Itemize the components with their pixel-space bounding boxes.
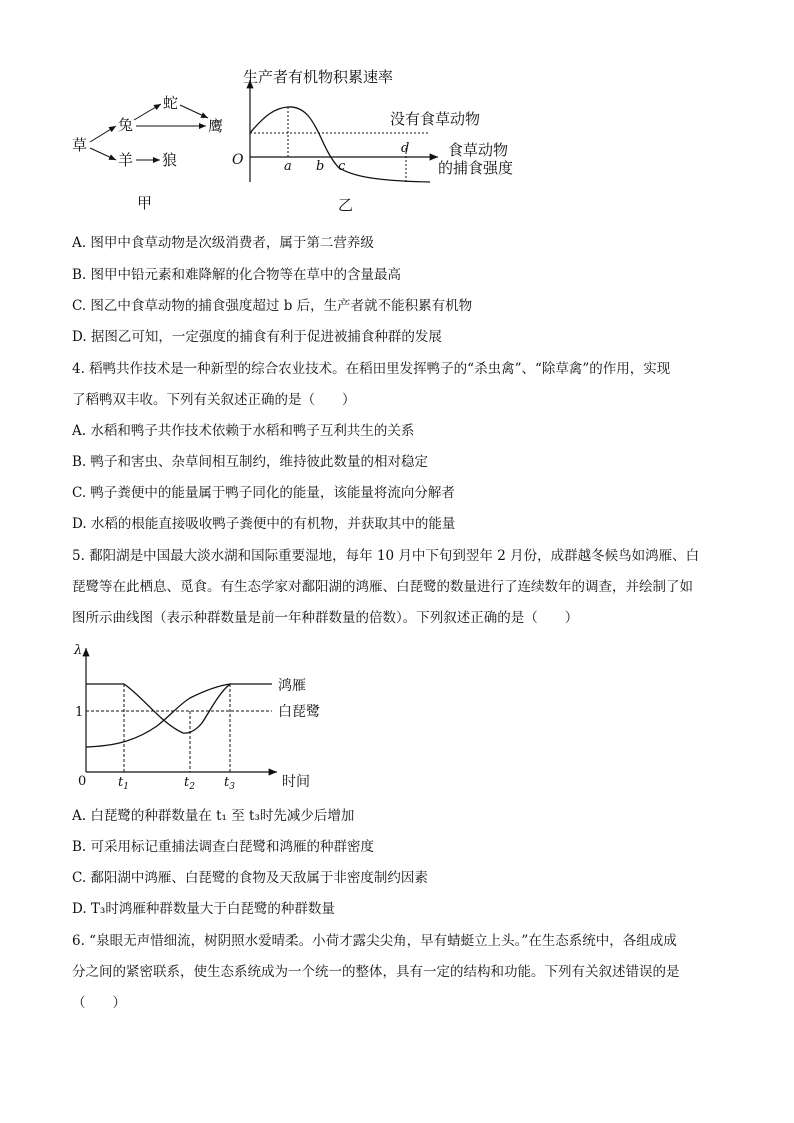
x-axis-label: 时间 xyxy=(282,774,310,790)
curve-hongyan xyxy=(86,684,272,733)
q3-option-d: D. 据图乙可知，一定强度的捕食有利于促进被捕食种群的发展 xyxy=(72,329,442,345)
figure-lambda-curve xyxy=(72,640,352,790)
caption-yi: 乙 xyxy=(338,196,354,214)
q3-option-a: A. 图甲中食草动物是次级消费者，属于第二营养级 xyxy=(72,235,374,251)
q4-stem-line1: 4. 稻鸭共作技术是一种新型的综合农业技术。在稻田里发挥鸭子的“杀虫禽”、“除草禽”的作用，实现 xyxy=(72,361,671,377)
q6-stem-line3: （ ） xyxy=(72,995,126,1011)
q5-option-c: C. 鄱阳湖中鸿雁、白琵鹭的食物及天敌属于非密度制约因素 xyxy=(72,870,428,886)
tick-a: a xyxy=(284,159,292,174)
q5-option-d: D. T₃时鸿雁种群数量大于白琵鹭的种群数量 xyxy=(72,901,335,917)
q4-stem-line2: 了稻鸭双丰收。下列有关叙述正确的是（ ） xyxy=(72,392,356,408)
x-tick-t1: $t_1$ xyxy=(118,775,129,790)
arrow-snake-eagle xyxy=(180,105,208,118)
q5-stem-line3: 图所示曲线图（表示种群数量是前一年种群数量的倍数）。下列叙述正确的是（ ） xyxy=(72,610,579,626)
q3-option-c: C. 图乙中食草动物的捕食强度超过 b 后，生产者就不能积累有机物 xyxy=(72,298,473,314)
arrow-grass-rabbit xyxy=(90,126,116,142)
reference-label: 没有食草动物 xyxy=(390,110,481,128)
food-web-jia xyxy=(72,94,223,212)
node-sheep: 羊 xyxy=(118,151,134,169)
node-rabbit: 兔 xyxy=(118,116,134,134)
q5-stem-line1: 5. 鄱阳湖是中国最大淡水湖和国际重要湿地，每年 10 月中下旬到翌年 2 月份，成群越冬候鸟如鸿雁、白 xyxy=(72,548,700,564)
node-snake: 蛇 xyxy=(163,94,179,112)
node-wolf: 狼 xyxy=(162,151,178,169)
graph-yi xyxy=(232,68,513,214)
series-label-hongyan: 鸿雁 xyxy=(278,678,306,694)
q6-stem-line2: 分之间的紧密联系，使生态系统成为一个统一的整体，具有一定的结构和功能。下列有关叙述错误的是 xyxy=(72,964,680,980)
q4-option-d: D. 水稻的根能直接吸收鸭子粪便中的有机物，并获取其中的能量 xyxy=(72,516,456,532)
arrow-rabbit-snake xyxy=(134,104,161,120)
x-tick-t2: $t_2$ xyxy=(184,775,195,790)
origin-label: 0 xyxy=(78,774,87,789)
y-axis-label: λ xyxy=(74,643,83,658)
x-tick-t3: $t_3$ xyxy=(224,775,235,790)
node-eagle: 鹰 xyxy=(208,117,224,135)
y-tick-1: 1 xyxy=(75,705,84,720)
x-axis-label-line2: 的捕食强度 xyxy=(438,159,514,177)
q4-option-a: A. 水稻和鸭子共作技术依赖于水稻和鸭子互利共生的关系 xyxy=(72,423,415,439)
caption-jia: 甲 xyxy=(137,194,153,212)
q6-stem-line1: 6. “泉眼无声惜细流，树阴照水爱晴柔。小荷才露尖尖角，早有蜻蜓立上头。”在生态系统中，各组成成 xyxy=(72,933,677,949)
figure-food-web-and-graph xyxy=(60,60,540,220)
tick-c: c xyxy=(338,159,346,174)
origin-label: O xyxy=(232,152,244,168)
tick-d: d xyxy=(401,141,410,156)
q5-option-a: A. 白琵鹭的种群数量在 t₁ 至 t₃时先减少后增加 xyxy=(72,808,355,824)
arrow-grass-sheep xyxy=(90,148,116,160)
q4-option-c: C. 鸭子粪便中的能量属于鸭子同化的能量，该能量将流向分解者 xyxy=(72,485,455,501)
q5-option-b: B. 可采用标记重捕法调查白琵鹭和鸿雁的种群密度 xyxy=(72,839,375,855)
q4-option-b: B. 鸭子和害虫、杂草间相互制约，维持彼此数量的相对稳定 xyxy=(72,454,429,470)
tick-b: b xyxy=(316,159,325,174)
q5-stem-line2: 琵鹭等在此栖息、觅食。有生态学家对鄱阳湖的鸿雁、白琵鹭的数量进行了连续数年的调查，并绘制了如 xyxy=(72,579,693,595)
y-axis-label: 生产者有机物积累速率 xyxy=(243,68,394,86)
q3-option-b: B. 图甲中铅元素和难降解的化合物等在草中的含量最高 xyxy=(72,267,402,283)
x-axis-label-line1: 食草动物 xyxy=(448,141,509,159)
series-label-baipilu: 白琵鹭 xyxy=(278,704,320,720)
node-grass: 草 xyxy=(72,136,88,154)
